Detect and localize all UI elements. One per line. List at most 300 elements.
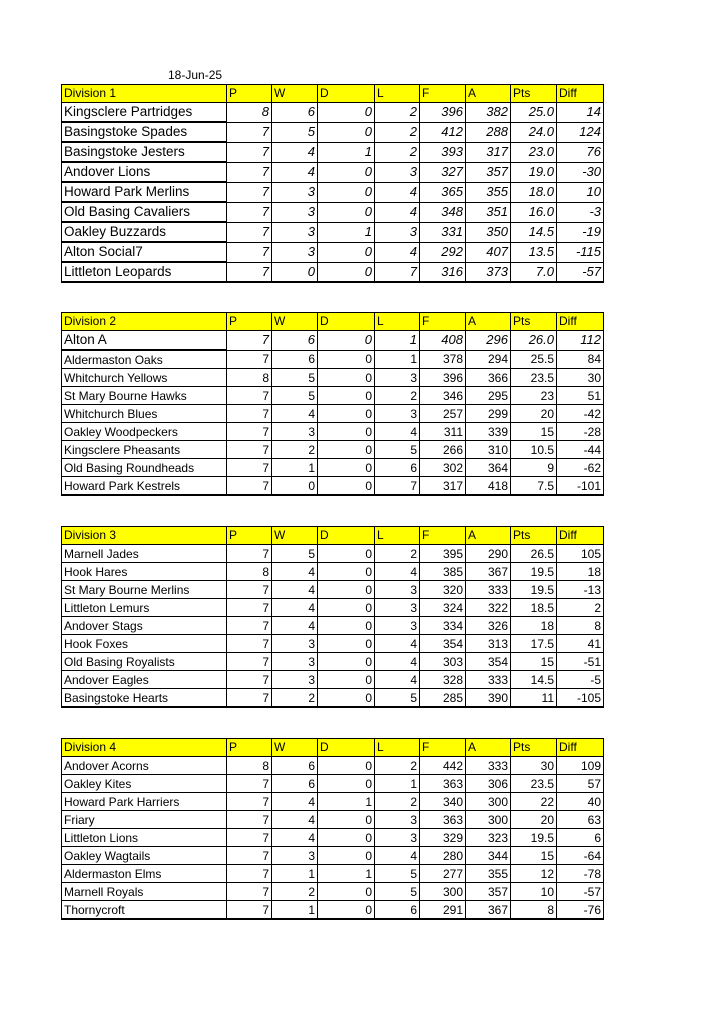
stat-a: 364 xyxy=(466,459,511,477)
stat-diff: -19 xyxy=(557,222,604,242)
stat-w: 0 xyxy=(272,477,318,496)
team-name: Thornycroft xyxy=(62,901,227,920)
stat-a: 317 xyxy=(466,142,511,162)
stat-f: 311 xyxy=(420,423,466,441)
table-row xyxy=(62,387,604,405)
stat-l: 4 xyxy=(375,653,420,671)
stat-diff: -101 xyxy=(557,477,604,496)
stat-diff: 8 xyxy=(557,617,604,635)
stat-a: 333 xyxy=(466,671,511,689)
stat-a: 299 xyxy=(466,405,511,423)
stat-w: 5 xyxy=(272,369,318,387)
stat-a: 367 xyxy=(466,901,511,920)
stat-p: 7 xyxy=(227,793,272,811)
stat-f: 291 xyxy=(420,901,466,920)
division-1-table xyxy=(61,84,604,283)
team-name: Aldermaston Elms xyxy=(62,865,227,883)
stat-p: 7 xyxy=(227,405,272,423)
table-row xyxy=(62,142,604,162)
team-name: Oakley Wagtails xyxy=(62,847,227,865)
table-row xyxy=(62,441,604,459)
stat-w: 4 xyxy=(272,617,318,635)
stat-f: 328 xyxy=(420,671,466,689)
team-name: St Mary Bourne Hawks xyxy=(62,387,227,405)
stat-pts: 23.5 xyxy=(511,369,557,387)
stat-a: 333 xyxy=(466,581,511,599)
stat-diff: 105 xyxy=(557,545,604,563)
stat-pts: 19.5 xyxy=(511,581,557,599)
stat-p: 8 xyxy=(227,369,272,387)
stat-a: 310 xyxy=(466,441,511,459)
team-name: Oakley Woodpeckers xyxy=(62,423,227,441)
stat-diff: 124 xyxy=(557,122,604,142)
column-header-a: A xyxy=(466,739,511,757)
column-header-a: A xyxy=(466,85,511,103)
stat-w: 3 xyxy=(272,653,318,671)
stat-a: 322 xyxy=(466,599,511,617)
stat-p: 7 xyxy=(227,581,272,599)
stat-f: 292 xyxy=(420,242,466,262)
stat-d: 0 xyxy=(318,545,375,563)
stat-a: 294 xyxy=(466,350,511,369)
column-header-p: P xyxy=(227,85,272,103)
stat-diff: 14 xyxy=(557,103,604,123)
stat-a: 418 xyxy=(466,477,511,496)
stat-w: 1 xyxy=(272,459,318,477)
stat-p: 7 xyxy=(227,162,272,182)
stat-a: 367 xyxy=(466,563,511,581)
column-header-d: D xyxy=(318,527,375,545)
stat-p: 7 xyxy=(227,331,272,351)
stat-p: 7 xyxy=(227,883,272,901)
stat-w: 0 xyxy=(272,262,318,282)
team-name: Andover Lions xyxy=(62,162,227,182)
header-row xyxy=(62,313,604,331)
stat-l: 4 xyxy=(375,563,420,581)
stat-d: 0 xyxy=(318,883,375,901)
table-row xyxy=(62,545,604,563)
stat-l: 1 xyxy=(375,775,420,793)
stat-d: 0 xyxy=(318,103,375,123)
division-title: Division 2 xyxy=(62,313,227,331)
column-header-w: W xyxy=(272,527,318,545)
stat-diff: 63 xyxy=(557,811,604,829)
stat-f: 348 xyxy=(420,202,466,222)
division-title: Division 4 xyxy=(62,739,227,757)
stat-p: 7 xyxy=(227,775,272,793)
team-name: Littleton Lemurs xyxy=(62,599,227,617)
stat-w: 4 xyxy=(272,162,318,182)
stat-diff: 2 xyxy=(557,599,604,617)
stat-w: 3 xyxy=(272,423,318,441)
stat-w: 2 xyxy=(272,883,318,901)
stat-diff: -57 xyxy=(557,262,604,282)
table-row xyxy=(62,350,604,369)
stat-a: 355 xyxy=(466,865,511,883)
stat-diff: -5 xyxy=(557,671,604,689)
column-header-diff: Diff xyxy=(557,527,604,545)
column-header-diff: Diff xyxy=(557,313,604,331)
stat-diff: -76 xyxy=(557,901,604,920)
division-3-table xyxy=(61,526,604,708)
team-name: Whitchurch Blues xyxy=(62,405,227,423)
stat-pts: 19.5 xyxy=(511,563,557,581)
column-header-pts: Pts xyxy=(511,313,557,331)
stat-a: 366 xyxy=(466,369,511,387)
column-header-f: F xyxy=(420,527,466,545)
stat-d: 0 xyxy=(318,599,375,617)
stat-d: 0 xyxy=(318,405,375,423)
stat-pts: 11 xyxy=(511,689,557,708)
column-header-w: W xyxy=(272,313,318,331)
stat-f: 346 xyxy=(420,387,466,405)
stat-l: 7 xyxy=(375,262,420,282)
team-name: Friary xyxy=(62,811,227,829)
stat-p: 7 xyxy=(227,901,272,920)
stat-pts: 18.0 xyxy=(511,182,557,202)
stat-pts: 15 xyxy=(511,847,557,865)
stat-diff: -13 xyxy=(557,581,604,599)
stat-p: 7 xyxy=(227,617,272,635)
stat-p: 7 xyxy=(227,599,272,617)
stat-w: 3 xyxy=(272,847,318,865)
stat-d: 0 xyxy=(318,757,375,775)
stat-pts: 8 xyxy=(511,901,557,920)
stat-pts: 7.5 xyxy=(511,477,557,496)
stat-diff: -3 xyxy=(557,202,604,222)
stat-w: 6 xyxy=(272,775,318,793)
stat-f: 363 xyxy=(420,811,466,829)
team-name: Littleton Leopards xyxy=(62,262,227,282)
stat-a: 357 xyxy=(466,162,511,182)
column-header-a: A xyxy=(466,527,511,545)
team-name: Kingsclere Pheasants xyxy=(62,441,227,459)
stat-p: 8 xyxy=(227,563,272,581)
stat-a: 290 xyxy=(466,545,511,563)
stat-f: 412 xyxy=(420,122,466,142)
stat-w: 6 xyxy=(272,350,318,369)
stat-w: 3 xyxy=(272,222,318,242)
stat-f: 408 xyxy=(420,331,466,351)
stat-pts: 10 xyxy=(511,883,557,901)
stat-pts: 23.5 xyxy=(511,775,557,793)
stat-d: 0 xyxy=(318,242,375,262)
stat-l: 5 xyxy=(375,883,420,901)
team-name: Marnell Royals xyxy=(62,883,227,901)
stat-f: 316 xyxy=(420,262,466,282)
stat-d: 0 xyxy=(318,847,375,865)
stat-l: 4 xyxy=(375,635,420,653)
table-row xyxy=(62,222,604,242)
stat-p: 7 xyxy=(227,545,272,563)
stat-f: 385 xyxy=(420,563,466,581)
table-row xyxy=(62,847,604,865)
stat-a: 407 xyxy=(466,242,511,262)
team-name: Andover Eagles xyxy=(62,671,227,689)
stat-a: 373 xyxy=(466,262,511,282)
stat-w: 3 xyxy=(272,242,318,262)
stat-w: 6 xyxy=(272,331,318,351)
table-row xyxy=(62,202,604,222)
table-row xyxy=(62,103,604,123)
stat-p: 7 xyxy=(227,262,272,282)
stat-f: 354 xyxy=(420,635,466,653)
column-header-w: W xyxy=(272,739,318,757)
stat-a: 390 xyxy=(466,689,511,708)
stat-f: 363 xyxy=(420,775,466,793)
stat-f: 395 xyxy=(420,545,466,563)
header-row xyxy=(62,739,604,757)
stat-a: 357 xyxy=(466,883,511,901)
stat-p: 8 xyxy=(227,103,272,123)
stat-p: 7 xyxy=(227,182,272,202)
stat-w: 5 xyxy=(272,122,318,142)
stat-f: 277 xyxy=(420,865,466,883)
team-name: Alton Social7 xyxy=(62,242,227,262)
stat-f: 334 xyxy=(420,617,466,635)
column-header-diff: Diff xyxy=(557,739,604,757)
team-name: Howard Park Harriers xyxy=(62,793,227,811)
division-title: Division 3 xyxy=(62,527,227,545)
stat-w: 4 xyxy=(272,142,318,162)
table-row xyxy=(62,369,604,387)
stat-f: 303 xyxy=(420,653,466,671)
stat-p: 7 xyxy=(227,653,272,671)
team-name: Basingstoke Hearts xyxy=(62,689,227,708)
team-name: Old Basing Cavaliers xyxy=(62,202,227,222)
stat-w: 3 xyxy=(272,671,318,689)
stat-pts: 16.0 xyxy=(511,202,557,222)
stat-l: 3 xyxy=(375,222,420,242)
stat-pts: 12 xyxy=(511,865,557,883)
stat-diff: 10 xyxy=(557,182,604,202)
stat-d: 0 xyxy=(318,162,375,182)
stat-w: 2 xyxy=(272,689,318,708)
stat-diff: -115 xyxy=(557,242,604,262)
table-row xyxy=(62,599,604,617)
team-name: Andover Acorns xyxy=(62,757,227,775)
stat-d: 0 xyxy=(318,441,375,459)
stat-pts: 18 xyxy=(511,617,557,635)
division-2-table xyxy=(61,312,604,496)
table-row xyxy=(62,581,604,599)
stat-pts: 25.0 xyxy=(511,103,557,123)
stat-d: 0 xyxy=(318,689,375,708)
team-name: Hook Foxes xyxy=(62,635,227,653)
division-4-table xyxy=(61,738,604,920)
stat-d: 0 xyxy=(318,350,375,369)
stat-pts: 13.5 xyxy=(511,242,557,262)
stat-d: 0 xyxy=(318,617,375,635)
stat-d: 0 xyxy=(318,477,375,496)
stat-pts: 17.5 xyxy=(511,635,557,653)
stat-diff: -28 xyxy=(557,423,604,441)
stat-diff: 18 xyxy=(557,563,604,581)
table-row xyxy=(62,829,604,847)
table-row xyxy=(62,405,604,423)
stat-a: 333 xyxy=(466,757,511,775)
stat-p: 7 xyxy=(227,477,272,496)
stat-f: 340 xyxy=(420,793,466,811)
stat-w: 6 xyxy=(272,103,318,123)
stat-diff: -51 xyxy=(557,653,604,671)
stat-p: 7 xyxy=(227,387,272,405)
stat-diff: -105 xyxy=(557,689,604,708)
column-header-l: L xyxy=(375,527,420,545)
stat-f: 302 xyxy=(420,459,466,477)
stat-d: 0 xyxy=(318,635,375,653)
stat-diff: 57 xyxy=(557,775,604,793)
stat-d: 0 xyxy=(318,459,375,477)
stat-w: 2 xyxy=(272,441,318,459)
stat-a: 351 xyxy=(466,202,511,222)
stat-a: 339 xyxy=(466,423,511,441)
column-header-d: D xyxy=(318,313,375,331)
stat-f: 324 xyxy=(420,599,466,617)
stat-l: 7 xyxy=(375,477,420,496)
team-name: Old Basing Royalists xyxy=(62,653,227,671)
stat-d: 0 xyxy=(318,901,375,920)
report-date: 18-Jun-25 xyxy=(168,68,223,82)
stat-l: 4 xyxy=(375,242,420,262)
stat-l: 2 xyxy=(375,142,420,162)
column-header-p: P xyxy=(227,527,272,545)
team-name: Oakley Buzzards xyxy=(62,222,227,242)
team-name: Aldermaston Oaks xyxy=(62,350,227,369)
team-name: Kingsclere Partridges xyxy=(62,103,227,123)
table-row xyxy=(62,563,604,581)
stat-l: 4 xyxy=(375,671,420,689)
stat-a: 295 xyxy=(466,387,511,405)
stat-l: 2 xyxy=(375,793,420,811)
stat-p: 7 xyxy=(227,459,272,477)
stat-f: 442 xyxy=(420,757,466,775)
stat-w: 3 xyxy=(272,182,318,202)
stat-pts: 20 xyxy=(511,811,557,829)
stat-f: 365 xyxy=(420,182,466,202)
column-header-a: A xyxy=(466,313,511,331)
table-row xyxy=(62,793,604,811)
stat-a: 296 xyxy=(466,331,511,351)
stat-p: 7 xyxy=(227,671,272,689)
stat-d: 0 xyxy=(318,202,375,222)
team-name: Howard Park Kestrels xyxy=(62,477,227,496)
stat-diff: -57 xyxy=(557,883,604,901)
stat-p: 7 xyxy=(227,122,272,142)
stat-f: 257 xyxy=(420,405,466,423)
table-row xyxy=(62,242,604,262)
stat-diff: 30 xyxy=(557,369,604,387)
team-name: Oakley Kites xyxy=(62,775,227,793)
team-name: Littleton Lions xyxy=(62,829,227,847)
stat-a: 300 xyxy=(466,793,511,811)
column-header-pts: Pts xyxy=(511,739,557,757)
stat-d: 0 xyxy=(318,423,375,441)
team-name: Marnell Jades xyxy=(62,545,227,563)
column-header-l: L xyxy=(375,739,420,757)
table-row xyxy=(62,477,604,496)
stat-pts: 14.5 xyxy=(511,222,557,242)
stat-w: 4 xyxy=(272,793,318,811)
stat-l: 2 xyxy=(375,387,420,405)
stat-l: 2 xyxy=(375,545,420,563)
stat-p: 7 xyxy=(227,689,272,708)
stat-f: 300 xyxy=(420,883,466,901)
stat-diff: 109 xyxy=(557,757,604,775)
table-row xyxy=(62,122,604,142)
stat-l: 3 xyxy=(375,811,420,829)
stat-a: 355 xyxy=(466,182,511,202)
team-name: Hook Hares xyxy=(62,563,227,581)
column-header-f: F xyxy=(420,313,466,331)
stat-pts: 26.0 xyxy=(511,331,557,351)
stat-l: 3 xyxy=(375,162,420,182)
stat-l: 4 xyxy=(375,847,420,865)
stat-l: 5 xyxy=(375,865,420,883)
team-name: Howard Park Merlins xyxy=(62,182,227,202)
table-row xyxy=(62,757,604,775)
table-row xyxy=(62,423,604,441)
column-header-pts: Pts xyxy=(511,527,557,545)
stat-l: 3 xyxy=(375,405,420,423)
stat-diff: -78 xyxy=(557,865,604,883)
stat-f: 393 xyxy=(420,142,466,162)
table-row xyxy=(62,635,604,653)
stat-p: 8 xyxy=(227,757,272,775)
stat-f: 329 xyxy=(420,829,466,847)
stat-pts: 30 xyxy=(511,757,557,775)
stat-w: 4 xyxy=(272,829,318,847)
stat-diff: -62 xyxy=(557,459,604,477)
stat-w: 1 xyxy=(272,865,318,883)
stat-d: 0 xyxy=(318,182,375,202)
stat-l: 4 xyxy=(375,202,420,222)
stat-p: 7 xyxy=(227,635,272,653)
stat-l: 1 xyxy=(375,350,420,369)
table-row xyxy=(62,775,604,793)
stat-d: 0 xyxy=(318,671,375,689)
stat-w: 5 xyxy=(272,545,318,563)
stat-a: 344 xyxy=(466,847,511,865)
column-header-f: F xyxy=(420,85,466,103)
division-title: Division 1 xyxy=(62,85,227,103)
stat-d: 0 xyxy=(318,369,375,387)
stat-l: 3 xyxy=(375,599,420,617)
team-name: Old Basing Roundheads xyxy=(62,459,227,477)
stat-a: 354 xyxy=(466,653,511,671)
stat-p: 7 xyxy=(227,350,272,369)
stat-l: 4 xyxy=(375,423,420,441)
stat-l: 3 xyxy=(375,581,420,599)
stat-f: 280 xyxy=(420,847,466,865)
stat-p: 7 xyxy=(227,441,272,459)
stat-pts: 19.5 xyxy=(511,829,557,847)
stat-d: 0 xyxy=(318,262,375,282)
stat-pts: 14.5 xyxy=(511,671,557,689)
column-header-diff: Diff xyxy=(557,85,604,103)
stat-pts: 19.0 xyxy=(511,162,557,182)
stat-l: 2 xyxy=(375,122,420,142)
table-row xyxy=(62,689,604,708)
stat-p: 7 xyxy=(227,142,272,162)
team-name: Whitchurch Yellows xyxy=(62,369,227,387)
stat-f: 378 xyxy=(420,350,466,369)
stat-diff: 51 xyxy=(557,387,604,405)
stat-diff: 41 xyxy=(557,635,604,653)
stat-d: 1 xyxy=(318,865,375,883)
stat-p: 7 xyxy=(227,222,272,242)
column-header-p: P xyxy=(227,313,272,331)
